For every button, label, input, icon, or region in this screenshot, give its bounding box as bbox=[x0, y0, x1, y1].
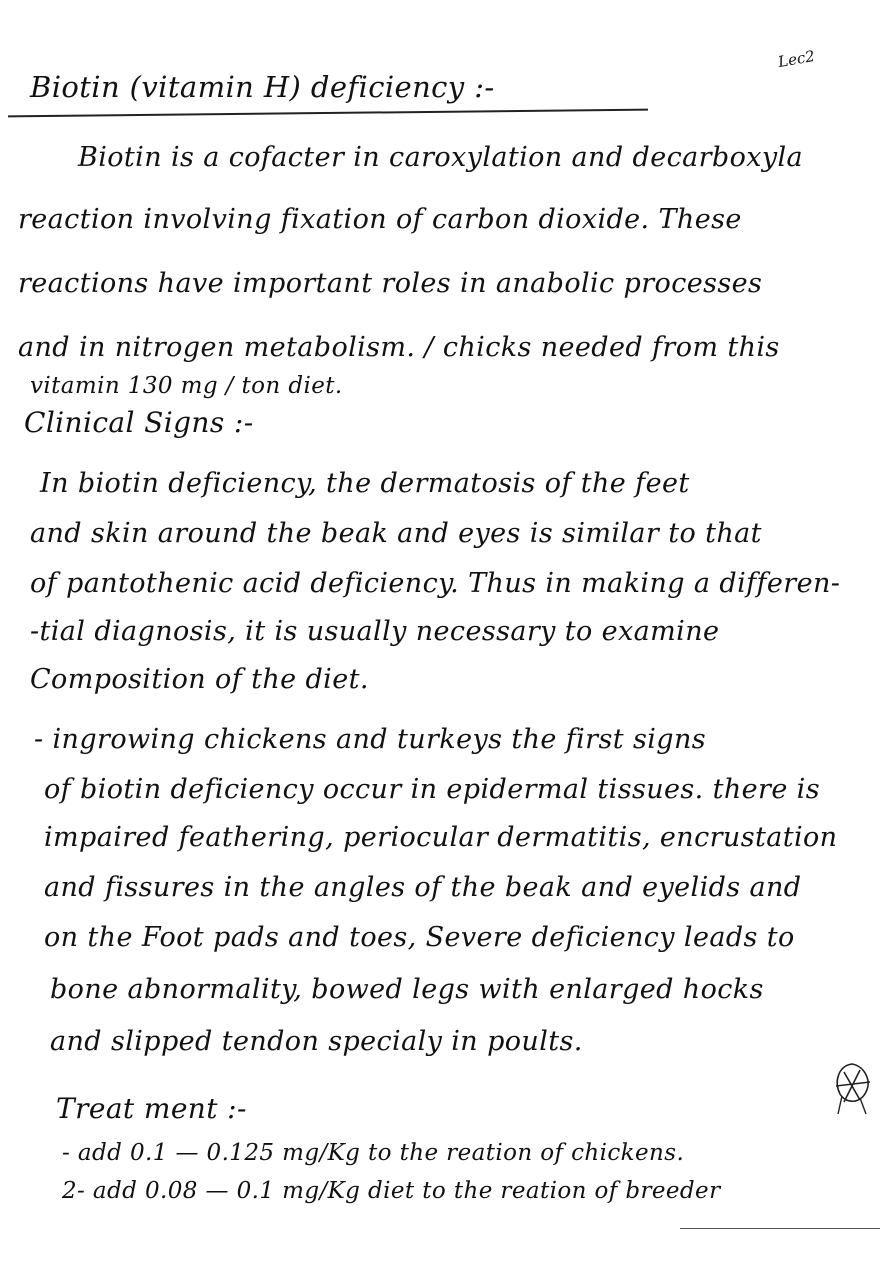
text-line: Composition of the diet. bbox=[30, 664, 369, 695]
text-line: of pantothenic acid deficiency. Thus in making a differen- bbox=[30, 568, 841, 599]
corner-note: Lec2 bbox=[776, 46, 817, 72]
section-heading: Clinical Signs :- bbox=[24, 406, 254, 439]
text-line: -tial diagnosis, it is usually necessary to examine bbox=[30, 616, 720, 647]
section-heading: Treat ment :- bbox=[56, 1092, 247, 1125]
text-line: reactions have important roles in anabolic processes bbox=[18, 268, 763, 299]
text-line: - ingrowing chickens and turkeys the first signs bbox=[34, 724, 706, 755]
title-underline bbox=[8, 109, 648, 118]
page-title: Biotin (vitamin H) deficiency :- bbox=[30, 70, 495, 104]
text-line: and in nitrogen metabolism. / chicks needed from this bbox=[18, 332, 780, 363]
text-line: reaction involving fixation of carbon dioxide. These bbox=[18, 204, 742, 235]
text-line: and slipped tendon specialy in poults. bbox=[50, 1026, 583, 1057]
text-line: on the Foot pads and toes, Severe deficiency leads to bbox=[44, 922, 795, 953]
text-line: Biotin is a cofacter in caroxylation and decarboxyla bbox=[78, 142, 804, 173]
text-line: - add 0.1 — 0.125 mg/Kg to the reation of chickens. bbox=[62, 1140, 685, 1166]
text-line: 2- add 0.08 — 0.1 mg/Kg diet to the reation of breeder bbox=[62, 1178, 721, 1204]
text-line: vitamin 130 mg / ton diet. bbox=[30, 373, 343, 399]
scribble-mark bbox=[830, 1060, 874, 1118]
text-line: In biotin deficiency, the dermatosis of the feet bbox=[40, 468, 690, 499]
text-line: impaired feathering, periocular dermatitis, encrustation bbox=[44, 822, 838, 853]
text-line: and skin around the beak and eyes is similar to that bbox=[30, 518, 762, 549]
text-line: and fissures in the angles of the beak and eyelids and bbox=[44, 872, 802, 903]
text-line: bone abnormality, bowed legs with enlarged hocks bbox=[50, 974, 764, 1005]
text-line: of biotin deficiency occur in epidermal tissues. there is bbox=[44, 774, 820, 805]
scan-edge-line bbox=[680, 1228, 880, 1229]
